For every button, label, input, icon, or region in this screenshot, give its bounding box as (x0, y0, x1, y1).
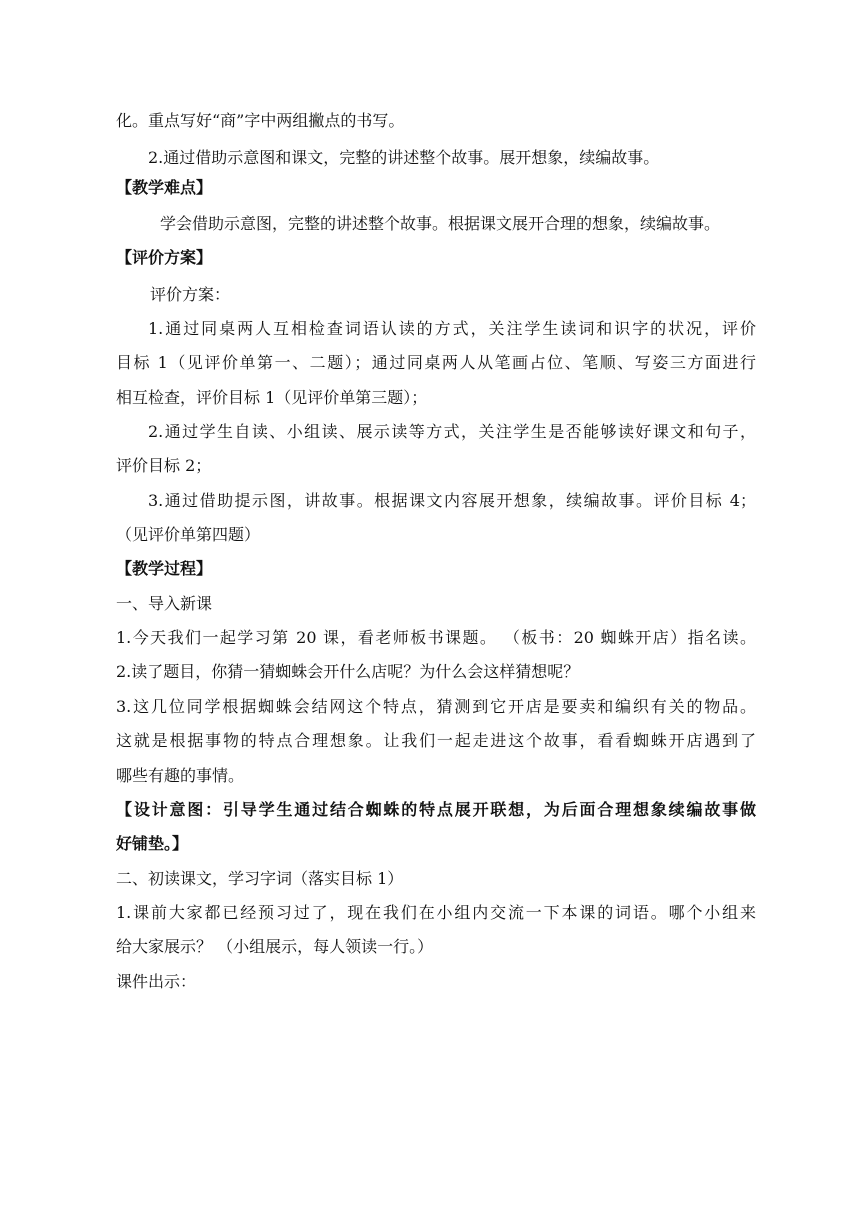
heading-teaching-process: 【教学过程】 (116, 559, 213, 578)
text-line-intro-3b: 这就是根据事物的特点合理想象。让我们一起走进这个故事，看看蜘蛛开店遇到了 (116, 731, 756, 750)
text-line-intro-2: 2.读了题目，你猜一猜蜘蛛会开什么店呢？为什么会这样猜想呢？ (116, 662, 580, 681)
text-line-eval-1c: 相互检查，评价目标 1（见评价单第三题）； (116, 388, 428, 407)
text-line-evaluation-label: 评价方案： (150, 285, 231, 304)
text-line-intro-1: 1.今天我们一起学习第 20 课，看老师板书课题。 （板书：20 蜘蛛开店）指名读。 (116, 628, 756, 647)
text-line-intro-3c: 哪些有趣的事情。 (116, 766, 245, 785)
text-line-eval-1b: 目标 1（见评价单第一、二题）；通过同桌两人从笔画占位、笔顺、写姿三方面进行 (116, 353, 756, 372)
text-line-design-intent-b: 好铺垫。】 (116, 834, 189, 853)
section-heading-first-reading: 二、初读课文，学习字词（落实目标 1） (116, 869, 404, 888)
text-line-design-intent-a: 【设计意图：引导学生通过结合蜘蛛的特点展开联想，为后面合理想象续编故事做 (116, 800, 756, 819)
text-line-eval-3b: （见评价单第四题） (116, 525, 261, 544)
section-heading-intro: 一、导入新课 (116, 594, 213, 613)
text-line-eval-3a: 3.通过借助提示图，讲故事。根据课文内容展开想象，续编故事。评价目标 4； (148, 491, 756, 510)
text-line-courseware: 课件出示： (116, 972, 197, 991)
text-line-reading-1a: 1.课前大家都已经预习过了，现在我们在小组内交流一下本课的词语。哪个小组来 (116, 903, 756, 922)
text-line-eval-2b: 评价目标 2； (116, 456, 212, 475)
text-line-continuation: 化。重点写好“商”字中两组撇点的书写。 (116, 111, 405, 130)
text-line-goal-2: 2.通过借助示意图和课文，完整的讲述整个故事。展开想象，续编故事。 (148, 148, 660, 167)
heading-teaching-difficulty: 【教学难点】 (116, 178, 213, 197)
text-line-intro-3a: 3.这几位同学根据蜘蛛会结网这个特点，猜测到它开店是要卖和编织有关的物品。 (116, 697, 756, 716)
heading-evaluation-plan: 【评价方案】 (116, 248, 213, 267)
text-line-eval-2a: 2.通过学生自读、小组读、展示读等方式，关注学生是否能够读好课文和句子， (148, 422, 756, 441)
text-line-reading-1b: 给大家展示？ （小组展示，每人领读一行。） (116, 937, 434, 956)
text-line-difficulty: 学会借助示意图，完整的讲述整个故事。根据课文展开合理的想象，续编故事。 (160, 214, 721, 233)
text-line-eval-1a: 1.通过同桌两人互相检查词语认读的方式，关注学生读词和识字的状况，评价 (148, 319, 756, 338)
